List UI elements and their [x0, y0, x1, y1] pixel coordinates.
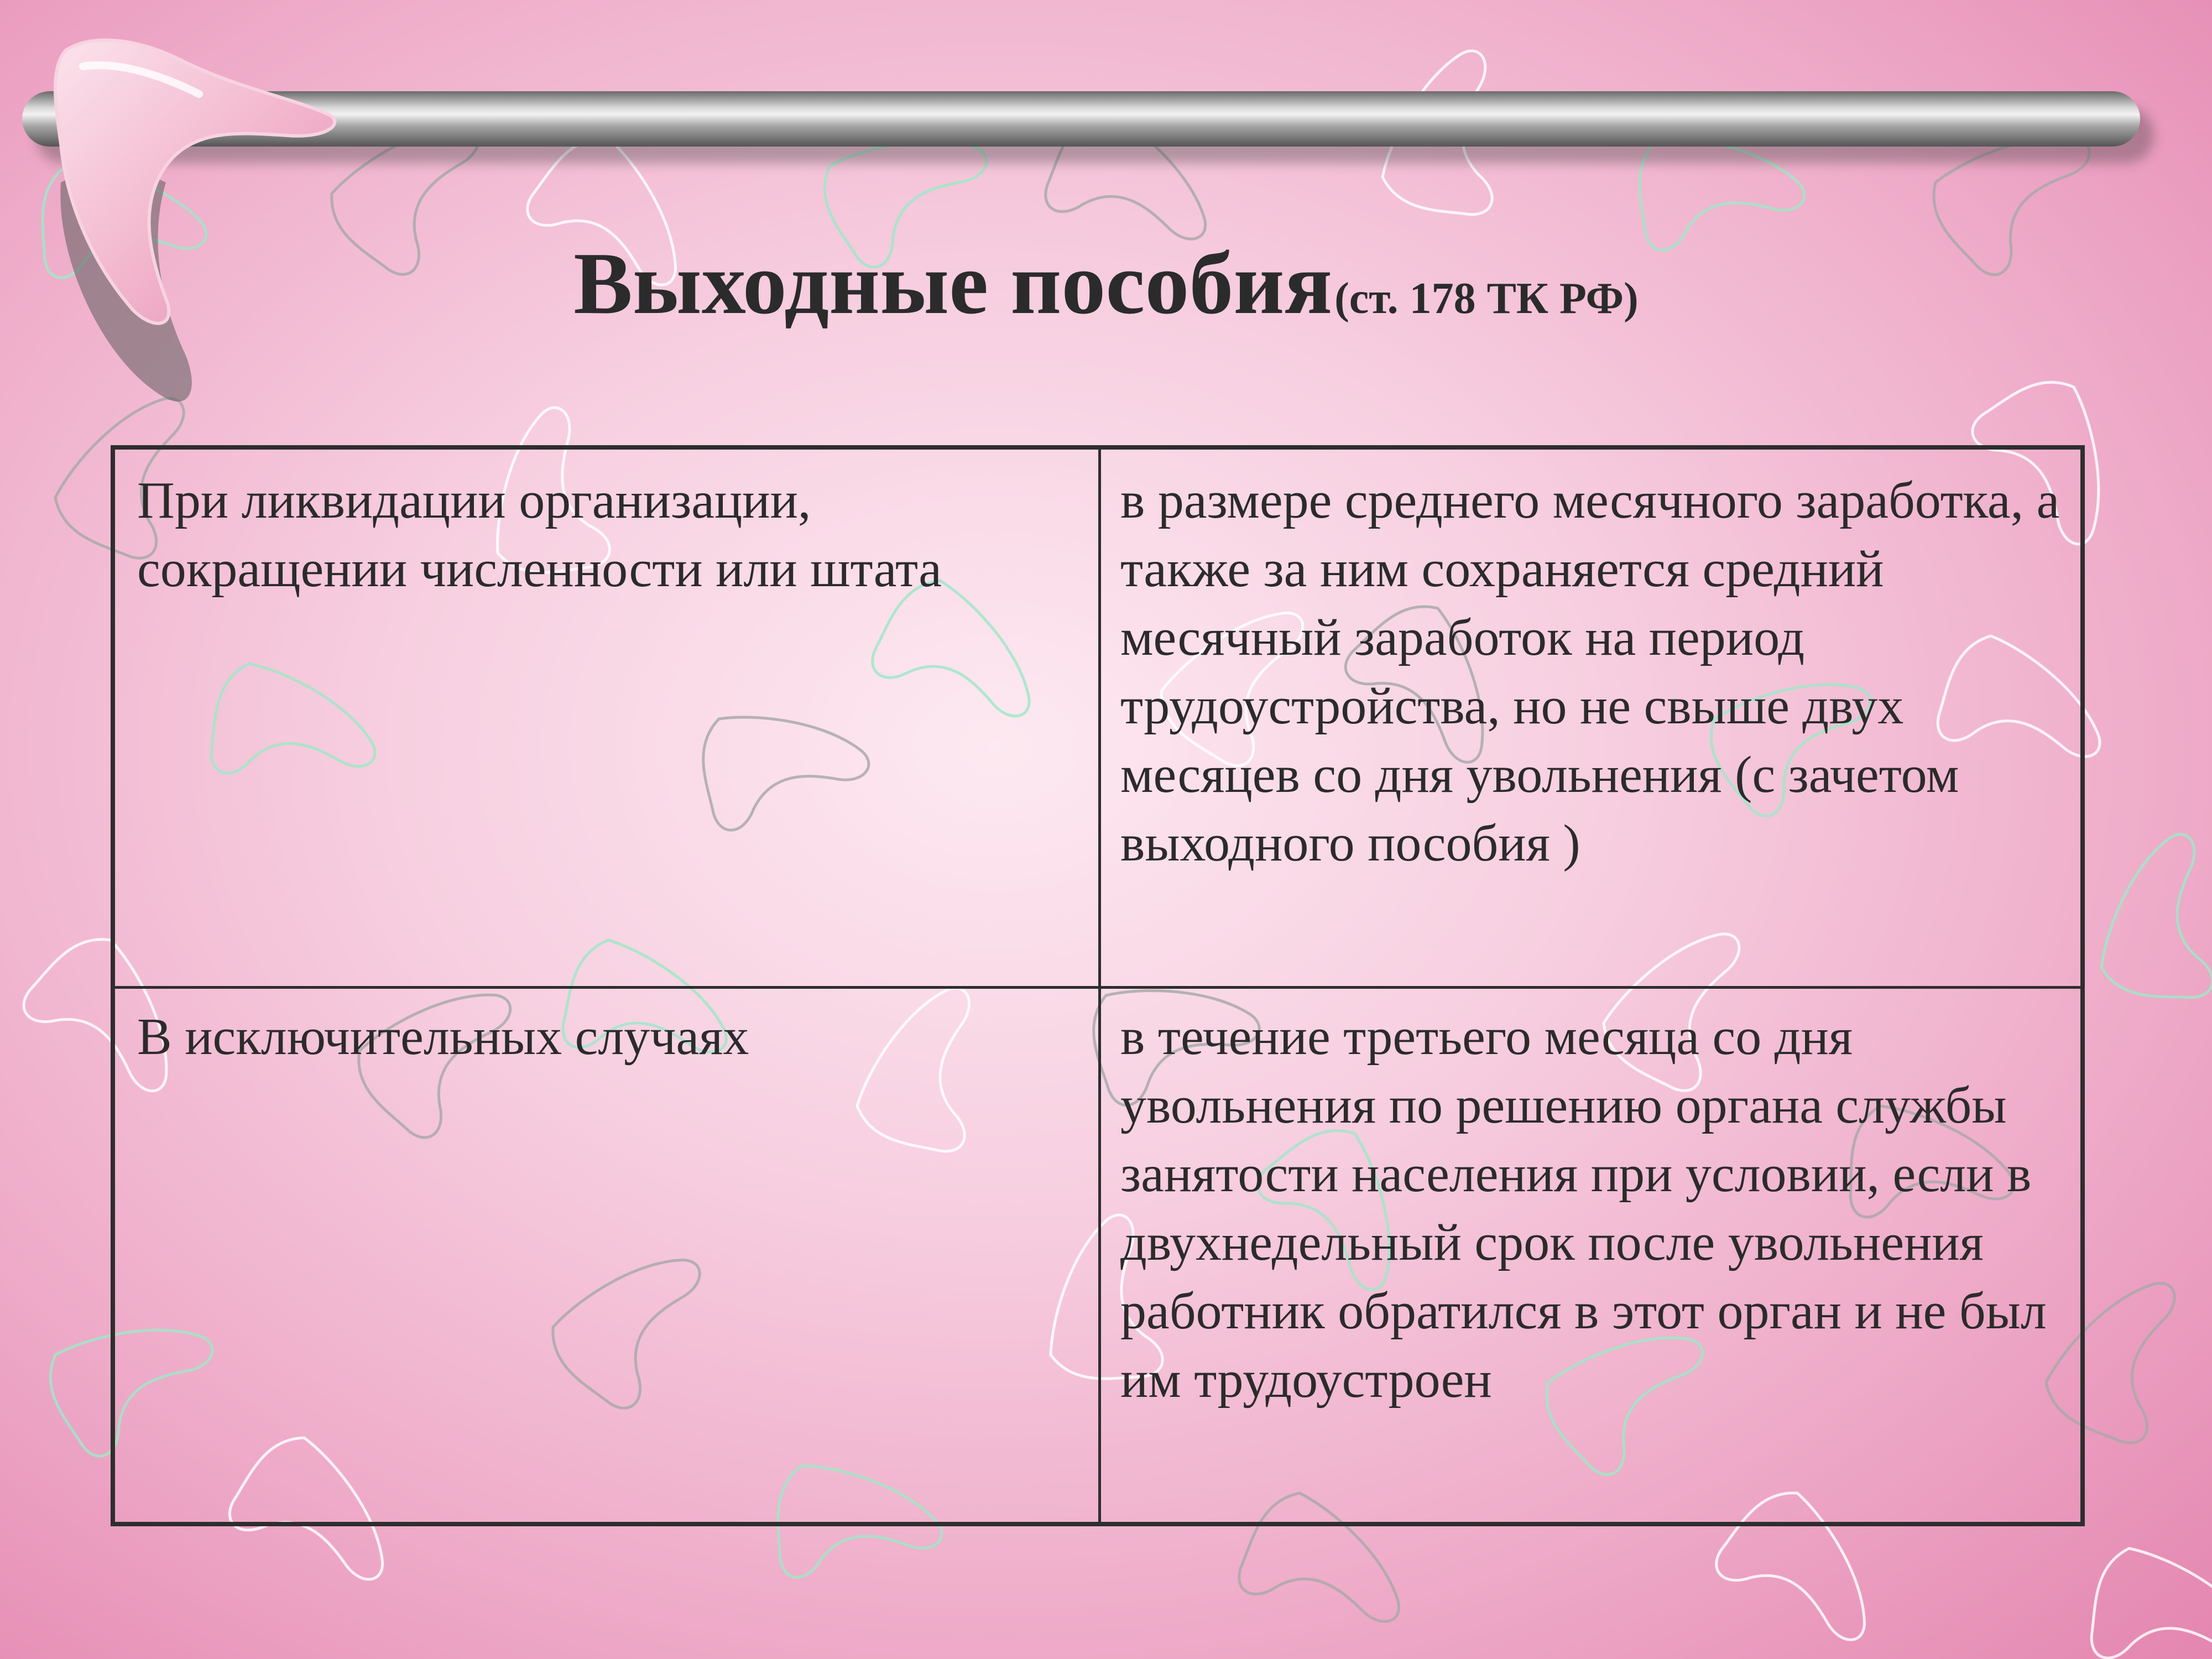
table-cell-benefit-2: в течение третьего месяца со дня увольнения по решению органа службы занятости населения при условии, если в двухнедельный срок после увольнения работник обратился в этот орган и не был им трудоустроен: [1120, 1008, 2047, 1408]
table-cell-condition-1: При ликвидации организации, сокращении численности или штата: [137, 472, 942, 598]
table-cell-condition-2: В исключительных случаях: [137, 1008, 749, 1066]
boomerang-icon: [0, 0, 387, 431]
benefits-table: [111, 445, 2085, 1526]
slide-title: [0, 232, 2212, 335]
table-cell-benefit-1: в размере среднего месячного заработка, а также за ним сохраняется средний месячный заработок на период трудоустройства, но не свыше двух месяцев со дня увольнения (с зачетом выходного пособия ): [1120, 472, 2060, 872]
title-main-text: Выходные пособия: [573, 234, 1333, 332]
table-row-divider: [115, 986, 2080, 989]
title-reference-text: (ст. 178 ТК РФ): [1334, 274, 1639, 323]
